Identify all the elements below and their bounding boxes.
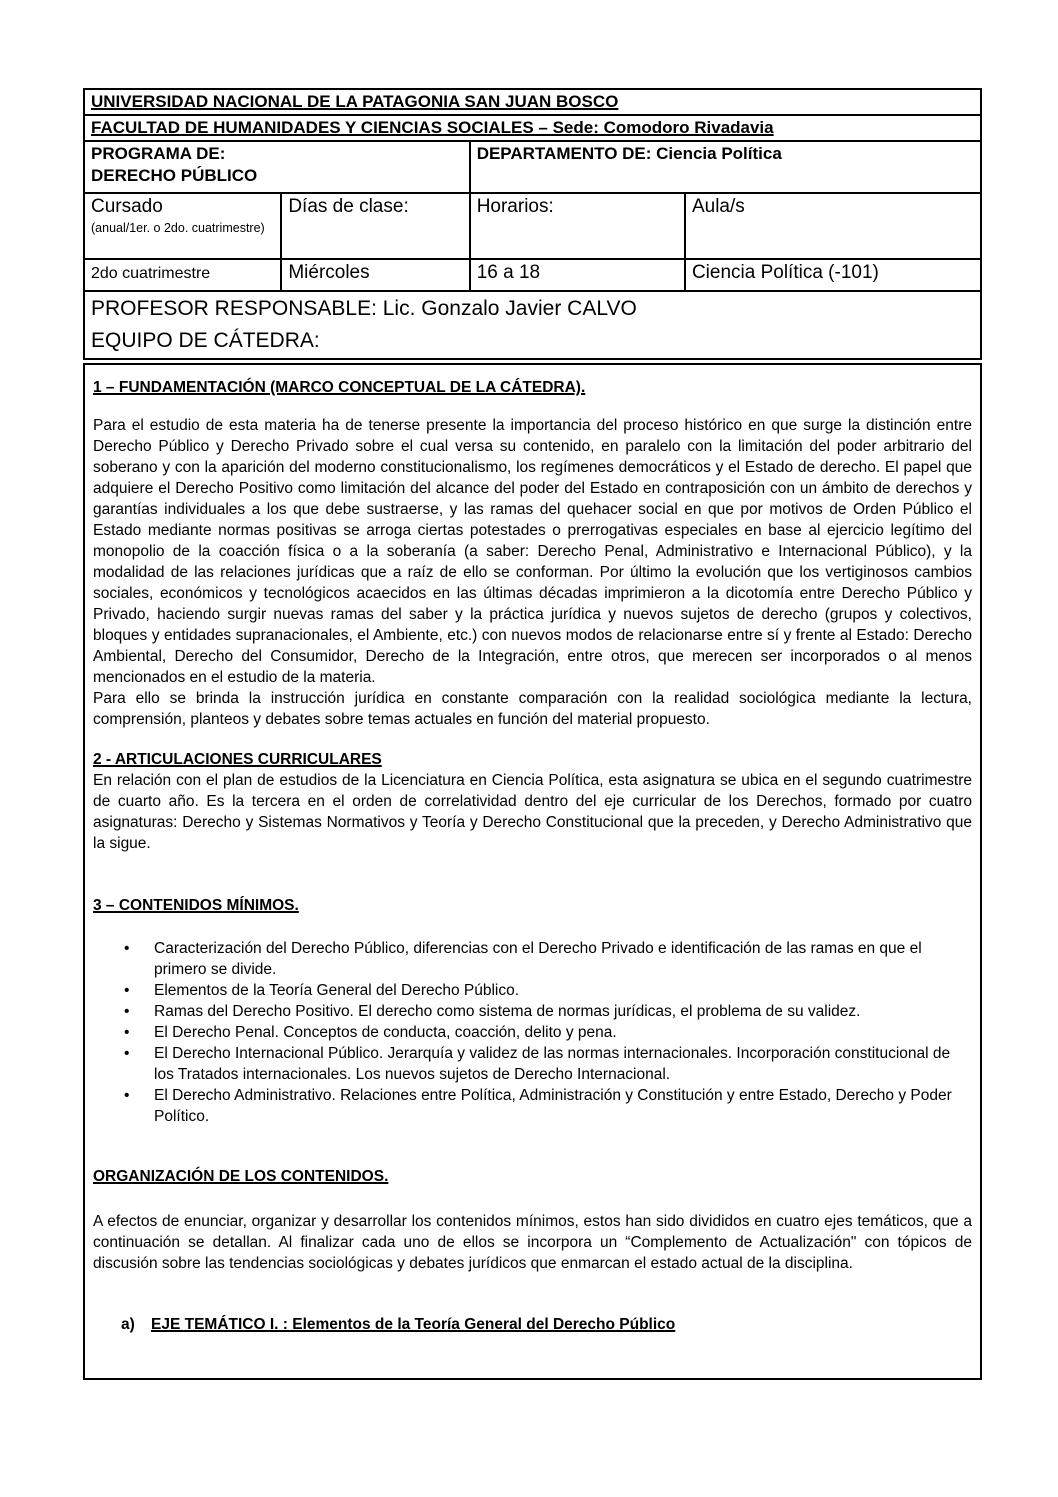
value-horarios: 16 a 18: [470, 259, 685, 291]
value-cursado: 2do cuatrimestre: [84, 259, 281, 291]
value-dias: Miércoles: [281, 259, 469, 291]
col-header-horarios: Horarios:: [470, 193, 685, 259]
section-1-paragraph-2: Para ello se brinda la instrucción jurídica en constante comparación con la realidad sociológica mediante la lectura, comprensión, planteos y debates sobre temas actuales en función del material propuesto.: [93, 690, 972, 728]
section-2-paragraph-1: En relación con el plan de estudios de la Licenciatura en Ciencia Política, esta asignatura se ubica en el segundo cuatrimestre de cuarto año. Es la tercera en el orden de correlatividad dentro del eje curricular de los Derechos, formado por cuatro asignaturas: Derecho y Sistemas Normativos y Teoría y Derecho Constitucional que la preceden, y Derecho Administrativo que la sigue.: [93, 772, 972, 852]
value-aula: Ciencia Política (-101): [685, 259, 981, 291]
team-line: EQUIPO DE CÁTEDRA:: [91, 329, 320, 352]
eje-tematico-text: EJE TEMÁTICO I. : Elementos de la Teoría General del Derecho Público: [151, 1316, 676, 1333]
faculty-title-text: FACULTAD DE HUMANIDADES Y CIENCIAS SOCIALES – Sede: Comodoro Rivadavia: [91, 118, 774, 137]
eje-tematico-line: [121, 1314, 972, 1335]
section-1-paragraph-1: Para el estudio de esta materia ha de tenerse presente la importancia del proceso histórico en que surge la distinción entre Derecho Público y Derecho Privado sobre el cual versa su contenido, en paralelo con la limitación del poder arbitrario del soberano y con la aparición del moderno constitucionalismo, los regímenes democráticos y el Estado de derecho. El papel que adquiere el Derecho Positivo como limitación del alcance del poder del Estado en contraposición con un ámbito de derechos y garantías individuales a los que debe sustraerse, y las ramas del quehacer social en que por motivos de Orden Público el Estado mediante normas positivas se arroga ciertas potestades o prerrogativas especiales en base al ejercicio legítimo del monopolio de la coacción física o a la soberanía (a saber: Derecho Penal, Administrativo e Internacional Público), y la modalidad de las relaciones jurídicas que a raíz de ello se conforman. Por último la evolución que los vertiginosos cambios sociales, económicos y tecnológicos acaecidos en las últimas décadas imprimieron a la dicotomía entre Derecho Público y Privado, haciendo surgir nuevas ramas del saber y la práctica jurídica y nuevos sujetos de derecho (grupos y colectivos, bloques y entidades supranacionales, el Ambiente, etc.) con nuevos modos de relacionarse entre sí y frente al Estado: Derecho Ambiental, Derecho del Consumidor, Derecho de la Integración, entre otros, que merecen ser incorporados o al menos mencionados en el estudio de la materia.: [93, 417, 972, 686]
professor-cell: [84, 291, 981, 359]
section-3-heading: 3 – CONTENIDOS MÍNIMOS.: [93, 897, 299, 914]
document-page: [83, 88, 982, 1380]
bullet-item: • Caracterización del Derecho Público, diferencias con el Derecho Privado e identificación de las ramas en que el primero se divide.: [93, 938, 972, 980]
contenidos-bullet-list: [93, 938, 972, 1127]
bullet-item: • El Derecho Administrativo. Relaciones entre Política, Administración y Constitución y entre Estado, Derecho y Poder Político.: [93, 1085, 972, 1127]
cursado-label: Cursado: [91, 196, 163, 217]
section-organizacion: [93, 1167, 972, 1274]
faculty-title: [84, 115, 981, 141]
cursado-note: (anual/1er. o 2do. cuatrimestre): [91, 221, 265, 235]
professor-line: PROFESOR RESPONSABLE: Lic. Gonzalo Javier CALVO: [91, 297, 637, 320]
col-header-dias: Días de clase:: [281, 193, 469, 259]
eje-tematico-label: a): [121, 1316, 135, 1333]
header-table: [83, 88, 982, 360]
program-cell: [84, 141, 470, 193]
bullet-item: • El Derecho Penal. Conceptos de conducta, coacción, delito y pena.: [93, 1022, 972, 1043]
section-1-heading: 1 – FUNDAMENTACIÓN (MARCO CONCEPTUAL DE LA CÁTEDRA).: [93, 379, 586, 396]
bullet-item: • El Derecho Internacional Público. Jerarquía y validez de las normas internacionales. Incorporación constitucional de los Tratados internacionales. Los nuevos sujetos de Derecho Internacional.: [93, 1043, 972, 1085]
section-articulaciones: [93, 750, 972, 854]
col-header-aula: Aula/s: [685, 193, 981, 259]
organizacion-heading: ORGANIZACIÓN DE LOS CONTENIDOS.: [93, 1168, 389, 1185]
bullet-item: • Ramas del Derecho Positivo. El derecho como sistema de normas jurídicas, el problema de su validez.: [93, 1001, 972, 1022]
section-fundamentacion: [93, 378, 972, 730]
section-2-heading: 2 - ARTICULACIONES CURRICULARES: [93, 751, 382, 768]
university-title: [84, 89, 981, 115]
organizacion-paragraph-1: A efectos de enunciar, organizar y desarrollar los contenidos mínimos, estos han sido divididos en cuatro ejes temáticos, que a continuación se detallan. Al finalizar cada uno de ellos se incorpora un “Complemento de Actualización" con tópicos de discusión sobre las tendencias sociológicas y debates jurídicos que enmarcan el estado actual de la disciplina.: [93, 1213, 972, 1272]
section-contenidos-minimos: [93, 896, 972, 1127]
program-label: PROGRAMA DE:: [91, 144, 226, 163]
bullet-item: • Elementos de la Teoría General del Derecho Público.: [93, 980, 972, 1001]
department-cell: DEPARTAMENTO DE: Ciencia Política: [470, 141, 981, 193]
program-name: DERECHO PÚBLICO: [91, 166, 258, 185]
main-content-box: [83, 363, 982, 1380]
university-title-text: UNIVERSIDAD NACIONAL DE LA PATAGONIA SAN JUAN BOSCO: [91, 92, 619, 111]
col-header-cursado: [84, 193, 281, 259]
